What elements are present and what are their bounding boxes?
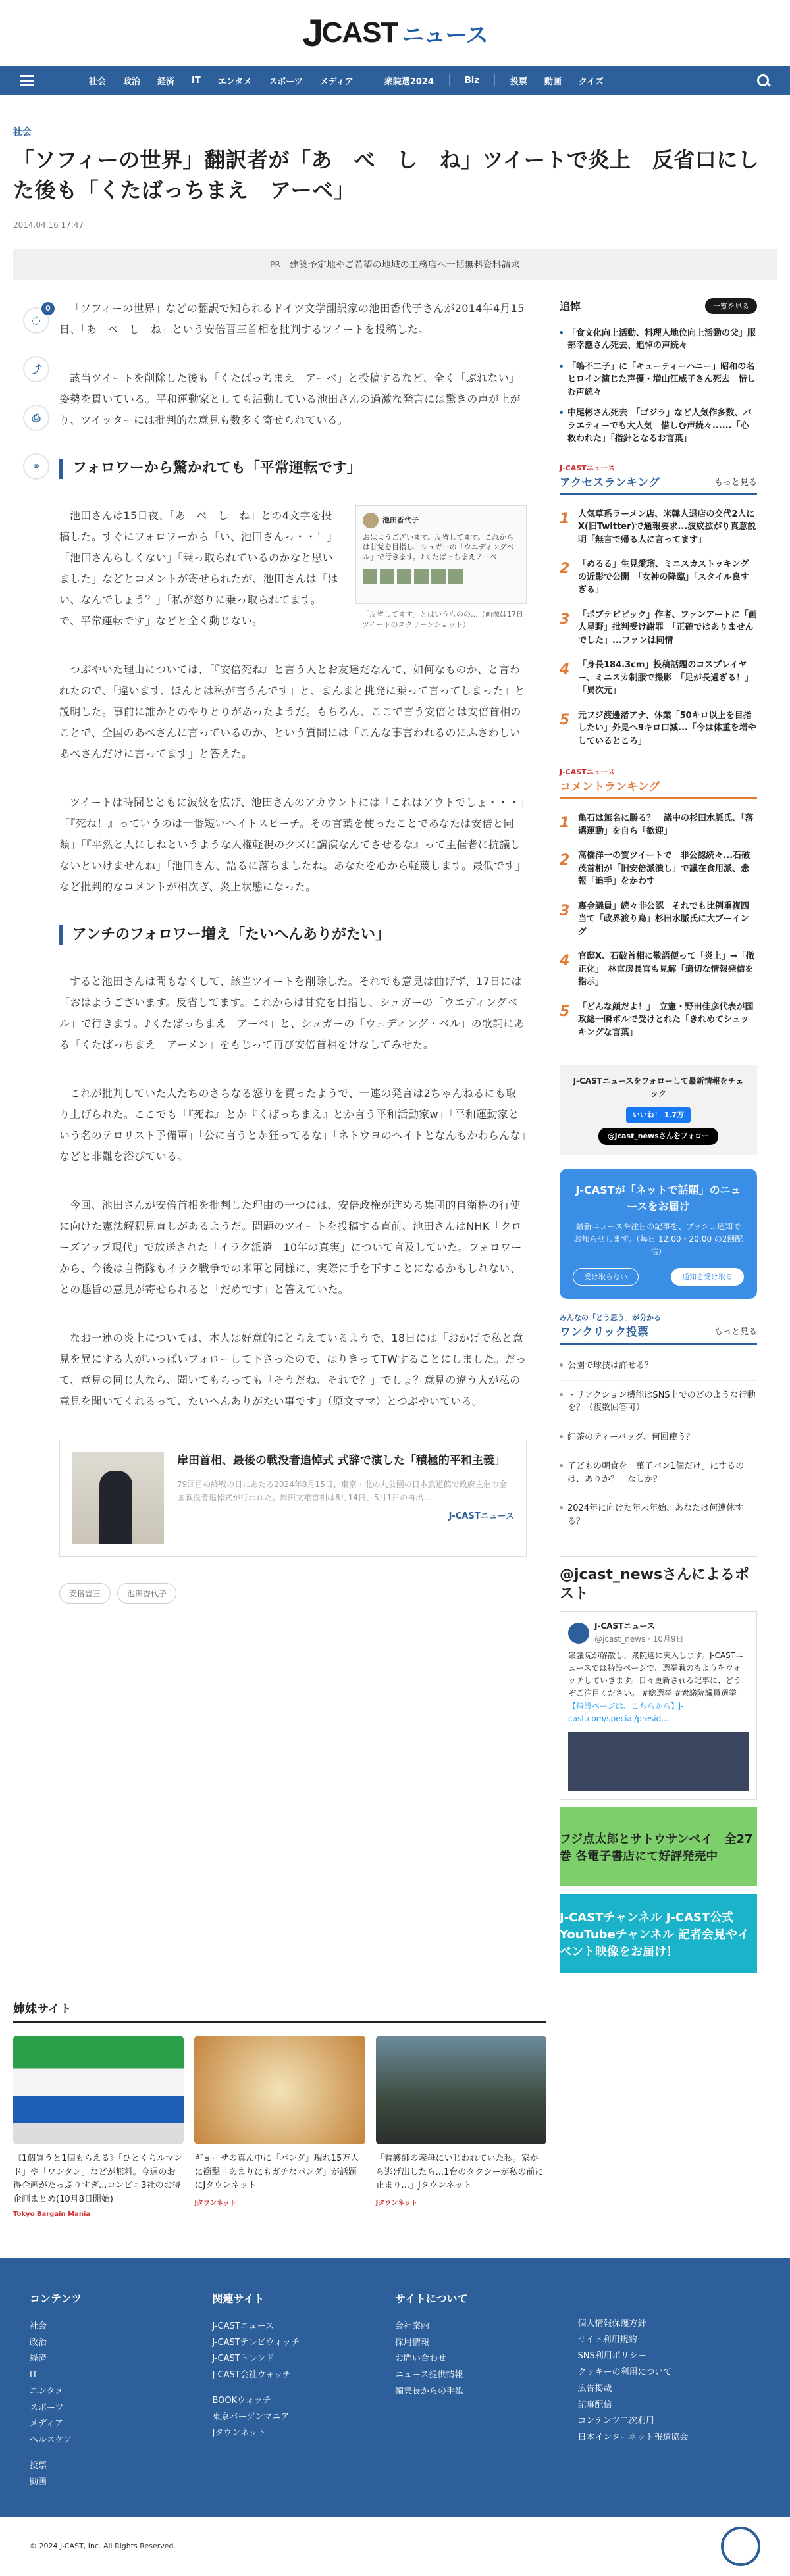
poll-item[interactable]: 公園で球技は許せる？ (560, 1351, 757, 1381)
follow-box: J-CASTニュースをフォローして最新情報をチェック いいね！ 1.7万 @jcast_newsさんをフォロー (560, 1065, 757, 1155)
sister-card[interactable]: 《1個買うと1個もらえる》「ひとくちルマンド」や「ワンタン」などが無料。今週のお得企画がたっぷりすぎ...コンビニ3社のお得企画まとめ(10月8日開始) Tokyo Bargain Mania (13, 2036, 184, 2218)
card-image (13, 2036, 184, 2144)
nav-item[interactable]: スポーツ (269, 76, 303, 87)
footer-link[interactable]: 投票 (30, 2460, 47, 2471)
article-title: 「ソフィーの世界」翻訳者が「あ べ し ね」ツイートで炎上 反省口にした後も「くたばっちまえ アーベ」 (13, 147, 760, 203)
site-footer: コンテンツ 社会 政治 経済 IT エンタメ スポーツ メディア ヘルスケア 投票 動画 関連サイト J-CASTニュース J-CASTテレビウォッチ J-CASTトレンド J-CAST会社ウォッチ BOOKウォッチ 東京バーゲンマニア Jタウンネット サイトについて 会社案内 採用情報 お問い合わせ ニュース提供情報 編集長からの手紙 個人情報保護方針 サイト利用規約 SNS利用ポリシー クッキーの利用について 広告掲載 記事配信 コンテンツ二次利用 日本インターネット報道協会 (0, 2258, 790, 2517)
decline-push-button[interactable]: 受け取らない (573, 1268, 639, 1286)
paragraph: なお一連の炎上については、本人は好意的にとらえているようで、18日には「おかげで私と意見を異にする人がいっぱいフォローして下さったので、はりきってTWすることにしました。だって、意見の同じ人なら、聞いてもらっても「そうだね、それで？」でしょ？意見の違う人が私の意見を聞いてくれるって、たいへんありがたい事です」（原文ママ）とつぶやいている。 (59, 1332, 527, 1408)
facebook-like-button[interactable]: いいね！ 1.7万 (626, 1107, 691, 1123)
nav-item[interactable]: メディア (319, 76, 354, 87)
sister-card[interactable]: 「看護師の義母にいじわれていた私。家から逃げ出したら...1台のタクシーが私の前に止まり...」Jタウンネット Jタウンネット (376, 2036, 546, 2218)
more-button[interactable]: 一覧を見る (705, 298, 757, 314)
comment-ranking-title: コメントランキング (560, 780, 660, 794)
comment-count: 0 (41, 302, 55, 315)
youtube-banner[interactable]: J-CASTチャンネル J-CAST公式YouTubeチャンネル 記者会見やイベント映像をお届け！ (560, 1894, 757, 1973)
site-header (0, 0, 790, 66)
card-image (194, 2036, 365, 2144)
poll-item[interactable]: 子どもの朝食を「菓子パン1個だけ」にするのは、ありか？ なしか？ (560, 1452, 757, 1494)
footer-link[interactable]: J-CAST会社ウォッチ (212, 2370, 292, 2381)
poll-title: ワンクリック投票 (560, 1326, 648, 1340)
card-image (376, 2036, 546, 2144)
footer-link[interactable]: 動画 (30, 2477, 47, 2487)
nav-item[interactable]: IT (192, 75, 201, 86)
poll-item[interactable]: 紅茶のティーバッグ、何回使う？ (560, 1423, 757, 1453)
paragraph: すると池田さんは間もなくして、該当ツイートを削除した。それでも意見は曲げず、17日には「おはようございます。反省してます。これからは甘党を目指し、シュガーの「ウエディングベル」で行きます。♪くたばっちまえ アーベ」と、シュガーの「ウェディング・ベル」の歌詞にある「くたばっちまえ アーメン」をもじって再び安倍首相をけなしてみせた。 (59, 975, 525, 1051)
image-caption: 「反省してます」とはいうものの…（画像は17日ツイートのスクリーンショット） (362, 609, 523, 630)
manga-banner[interactable]: フジ点太郎とサトウサンペイ 全27巻 各電子書店にて好評発売中 (560, 1807, 757, 1886)
footer-link[interactable]: 採用情報 (395, 2337, 430, 2348)
footer-link[interactable]: 東京バーゲンマニア (212, 2412, 290, 2422)
tag[interactable]: 池田香代子 (117, 1583, 176, 1604)
copyright-bar: © 2024 J-CAST, Inc. All Rights Reserved. (0, 2517, 790, 2576)
footer-link[interactable]: コンテンツ二次利用 (577, 2416, 654, 2427)
footer-link[interactable]: IT (30, 2370, 38, 2381)
paragraph: 今回、池田さんが安倍首相を批判した理由の一つには、安倍政権が進める集団的自衛権の行使に向けた憲法解釈見直しがあるようだ。問題のツイートを投稿する直前、池田さんはNHK「クローズアップ現代」で放送された「イラク派遣 10年の真実」について言及していた。フォロワーから、今後は自衛隊もイラク戦争での米軍と同様に、実際に手を下すことになるかもしれない、との趣旨の意見が寄せられると「だめです」と答えていた。 (59, 1199, 522, 1296)
x-follow-button[interactable]: @jcast_newsさんをフォロー (598, 1128, 718, 1145)
sidebar: 追悼 一覧を見る 「食文化向上活動、料理人地位向上活動の父」服部幸應さん死去、追悼の声続々 「嶋不二子」に「キューティーハニー」昭和の名ヒロイン演じた声優・増山江威子さん死去 惜しむ声続々 中尾彬さん死去 「ゴジラ」など人気作多数、バラエティーでも大人気 惜しむ声続々......「心救われた」「指針となるお言葉」 J-CASTニュース アクセスランキング もっと見る 1 人気草系ラーメン店、米韓人退店の交代2人にX(旧Twitter)で通報要求...波紋拡がり真意説明「無言で帰る人に言ってます」 2 「めるる」生見愛瑠、ミニスカストッキングの近影で公開 「女神の降臨」「スタイル良すぎる」 3 「ポブテピピック」作者、ファンアートに「画人星野」批判受け謝罪 「正確ではありませんでした」...ファンは同情 4 「身長184.3cm」投稿話題のコスプレイヤー、ミニスカ制服で撮影 「足が長過ぎる！」「異次元」 5 元フジ渡邊渚アナ、休業「50キロ以上を目指したい」外見へ9キロ口減...「今は体重を増やしているところ」 J-CASTニュース コメントランキング 1 亀石は無名に勝る？ 議中の杉田水脈氏、「落選運動」を自ら「歓迎」 2 高橋洋一の質ツイートで 非公認続々...石破茂首相が「旧安倍派潰し」で議在食用派、悲報「追手」をかわす 3 裏金議員」続々非公認 それでも比例重複四当て「政界渡り鳥」杉田水脈氏に大ブーイング 4 官邸X、石破首相に敬語便って「炎上」→「撤正化」 林官房長官も見解「適切な情報発信を指示」 5 「どんな顔だよ！」 立憲・野田佳彦代表が国政総一瞬ボルで受けとれた「きれめてシュッキングな言葉」 J-CASTニュースをフォローして最新情報をチェック いいね！ 1.7万 @jcast_newsさんをフォロー J-CASTが「ネットで話題」のニュースをお届け 最新ニュースや注目の記事を、プッシュ通知でお知らせします。（毎日 12:00・20:00 の2回配信） 受け取らない 通知を受け取る みんなの「どう思う」が分かる ワンクリック投票 もっと見る 公園で球技は許せる？ ・リアクション機能はSNS上でのどのような行動を？（複数回答可） 紅茶のティーバッグ、何回使う？ 子どもの朝食を「菓子パン1個だけ」にするのは、ありか？ なしか？ 2024年に向けた年末年始、あなたは何連休する？ @jcast_newsさんによるポスト J-CASTニュース @jcast_news · 10月9日 衆議院が解散し、衆院選に突入します。J-CASTニュースでは特設ページで、選挙戦のもようをウォッチしていきます。日々更新される記事に、どうぞご注目ください。 #総選挙 #衆議院議員選挙 【特設ページは、こちらから】j-cast.com/special/presid... フジ点太郎とサトウサンペイ 全27巻 各電子書店にて好評発売中 J-CASTチャンネル J-CAST公式YouTubeチャンネル 記者会見やイベント映像をお届け！ (560, 298, 757, 1973)
related-article-desc: 79回目の終戦の日にあたる2024年8月15日、東京・北の丸公園の日本武道館で政府主催の全国戦没者追悼式が行われた。岸田文雄首相は8月14日、5月1日の再出… (177, 1479, 507, 1503)
paragraph: これが批判していた人たちのさらなる怒りを買ったようで、一連の発言は2ちゃんねるにも取り上げられた。ここでも「『死ね』とか『くばっちまえ』とか言う平和活動家w」「平和運動家という名のテロリスト予備軍」「公に言うとか狂ってるな」「ネトウヨのヘイトとなんもかわらんな」などと非難を浴びている。 (59, 1087, 527, 1163)
section-heading: アンチのフォロワー増え「たいへんありがたい」 (59, 925, 527, 946)
tag[interactable]: 安倍晋三 (59, 1583, 111, 1604)
pr-banner[interactable]: PR 建築予定地やご希望の地域の工務店へ一括無料資料請求 (13, 249, 777, 280)
access-ranking-title: アクセスランキング (560, 476, 660, 490)
footer-link[interactable]: クッキーの利用について (577, 2367, 672, 2378)
footer-link[interactable]: 経済 (30, 2354, 47, 2364)
accept-push-button[interactable]: 通知を受け取る (671, 1268, 744, 1286)
footer-link[interactable]: お問い合わせ (395, 2354, 447, 2364)
print-icon[interactable]: ⎙ (23, 405, 49, 431)
article-category[interactable]: 社会 (13, 127, 32, 138)
footer-link[interactable]: BOOKウォッチ (212, 2395, 271, 2406)
nav-item[interactable]: 政治 (123, 76, 141, 87)
share-bar (13, 298, 59, 1973)
ranking-item[interactable]: 5 「どんな顔だよ！」 立憲・野田佳彦代表が国政総一瞬ボルで受けとれた「きれめてシュッキングな言葉」 (560, 1001, 754, 1038)
footer-link[interactable]: ニュース提供情報 (395, 2370, 463, 2381)
ranking-item[interactable]: 1 人気草系ラーメン店、米韓人退店の交代2人にX(旧Twitter)で通報要求...波紋拡がり真意説明「無言で帰る人に言ってます」 (560, 509, 756, 545)
share-icon[interactable]: ⤴ (23, 356, 49, 382)
footer-link[interactable]: メディア (30, 2419, 63, 2429)
footer-link[interactable]: J-CASTニュース (212, 2321, 275, 2332)
ranking-item[interactable]: 1 亀石は無名に勝る？ 議中の杉田水脈氏、「落選運動」を自ら「歓迎」 (560, 813, 754, 836)
footer-link[interactable]: サイト利用規約 (577, 2335, 637, 2345)
footer-link[interactable]: ヘルスケア (30, 2435, 72, 2445)
nav-item[interactable]: 動画 (544, 76, 562, 87)
nav-item[interactable]: 投票 (510, 76, 527, 87)
related-article-card[interactable] (59, 1440, 527, 1557)
ranking-item[interactable]: 2 高橋洋一の質ツイートで 非公認続々...石破茂首相が「旧安倍派潰し」で議在食用派、悲報「追手」をかわす (560, 851, 750, 887)
nav-item[interactable]: 社会 (89, 76, 107, 87)
press-association-logo[interactable] (721, 2527, 760, 2566)
list-item[interactable]: 中尾彬さん死去 「ゴジラ」など人気作多数、バラエティーでも大人気 惜しむ声続々......「心救われた」「指針となるお言葉」 (560, 403, 757, 449)
footer-link[interactable]: スポーツ (30, 2402, 64, 2413)
article-body (59, 298, 527, 1973)
footer-link[interactable]: 記事配信 (577, 2400, 612, 2410)
ranking-item[interactable]: 5 元フジ渡邊渚アナ、休業「50キロ以上を目指したい」外見へ9キロ口減...「今は体重を増やしているところ」 (560, 710, 756, 746)
tag-list (59, 1583, 527, 1604)
sister-card[interactable]: ギョーザの真ん中に「パンダ」現れ15万人に衝撃「あまりにもガチなパンダ」が話題にJタウンネット Jタウンネット (194, 2036, 365, 2218)
x-post[interactable]: J-CASTニュース @jcast_news · 10月9日 衆議院が解散し、衆院選に突入します。J-CASTニュースでは特設ページで、選挙戦のもようをウォッチしていきます。日々更新される記事に、どうぞご注目ください。 #総選挙 #衆議院議員選挙 【特設ページは、こちらから】j-cast.com/special/presid... (560, 1611, 757, 1800)
avatar (568, 1623, 589, 1644)
sidebar-section-title: 追悼 (560, 300, 581, 313)
ranking-item[interactable]: 4 官邸X、石破首相に敬語便って「炎上」→「撤正化」 林官房長官も見解「適切な情報発信を指示」 (560, 951, 754, 988)
footer-link[interactable]: Jタウンネット (212, 2428, 266, 2438)
footer-link[interactable]: 政治 (30, 2337, 47, 2348)
ranking-item[interactable]: 2 「めるる」生見愛瑠、ミニスカストッキングの近影で公開 「女神の降臨」「スタイル良すぎる」 (560, 559, 749, 595)
comment-icon[interactable]: ◌ 0 (23, 307, 49, 334)
paragraph: 該当ツイートを削除した後も「くたばっちまえ アーベ」と投稿するなど、全く「ぶれない」姿勢を貫いている。平和運動家としても活動している池田さんの過激な発言には驚きの声が上がり、ツイッターには批判的な意見も数多く寄せられている。 (59, 371, 521, 426)
push-notification-box: J-CASTが「ネットで話題」のニュースをお届け 最新ニュースや注目の記事を、プッシュ通知でお知らせします。（毎日 12:00・20:00 の2回配信） 受け取らない 通知を受け取る (560, 1169, 757, 1299)
ranking-item[interactable]: 4 「身長184.3cm」投稿話題のコスプレイヤー、ミニスカ制服で撮影 「足が長過ぎる！」「異次元」 (560, 660, 753, 696)
footer-link[interactable]: SNS利用ポリシー (577, 2351, 646, 2361)
poll-item[interactable]: 2024年に向けた年末年始、あなたは何連休する？ (560, 1494, 757, 1536)
related-article-source: J-CASTニュース (448, 1511, 514, 1521)
related-article-title: 岸田首相、最後の戦没者追悼式 式辞で演した「積極的平和主義」 (177, 1454, 506, 1468)
avatar (363, 513, 379, 528)
section-heading: フォロワーから驚かれても「平常運転です」 (59, 459, 527, 479)
paragraph: 池田さんは15日夜、「あ べ し ね」との4文字を投稿した。すぐにフォロワーから「い、池田さんっ・・！」「池田さんらしくない」「乗っ取られているのかなと思いました」などとコメントが寄せられたが、池田さんは「はい、なんでしょう？」「私が怒りに乗っ取られてます。で、平常運転です」などと全く動じない。 (59, 509, 338, 627)
nav-item[interactable]: Biz (464, 75, 479, 86)
site-logo[interactable]: J CAST ニュース (302, 11, 488, 55)
footer-link[interactable]: 広告掲載 (577, 2383, 612, 2394)
poll-item[interactable]: ・リアクション機能はSNS上でのどのような行動を？（複数回答可） (560, 1381, 757, 1423)
paragraph: つぶやいた理由については、「『安倍死ね』と言う人とお友達だなんて、如何なものか、と言われたので、「違います、ほんとは私が言うんです」と、まんまと挑発に乗って言ってしまった」と説明した。事前に誰かとのやりとりがあったようだ。もちろん、ここで言う安倍とは安倍首相のことで、全国のあべさんに言っているのか、という質問には「こんな事言われるのにふさわしいあべさんだけに言ってます」と答えた。 (59, 663, 525, 760)
more-button[interactable]: もっと見る (714, 477, 757, 488)
footer-link[interactable]: 個人情報保護方針 (577, 2319, 646, 2329)
link-icon[interactable]: ⚭ (23, 453, 49, 480)
paragraph: ツイートは時間とともに波紋を広げ、池田さんのアカウントには「これはアウトでしょ・・・」「『死ね！』っていうのは一番短いヘイトスピーチ。その言葉を使ったことであなたは安倍と同類」「『平然と人にしねというような人権軽視のクズに講演なんてさせるな』って主催者に抗議しないといけませんね」「池田さん、語るに落ちましたね。あなたを心から軽蔑します。最低です」など批判的なコメントが相次ぎ、炎上状態になった。 (59, 796, 526, 893)
footer-link[interactable]: J-CASTトレンド (212, 2354, 275, 2364)
article-date: 2014.04.16 17:47 (13, 220, 84, 230)
footer-link[interactable]: 社会 (30, 2321, 47, 2332)
footer-link[interactable]: エンタメ (30, 2386, 64, 2396)
paragraph: 「ソフィーの世界」などの翻訳で知られるドイツ文学翻訳家の池田香代子さんが2014年4月15日、「あ べ し ね」という安倍晋三首相を批判するツイートを投稿した。 (59, 301, 525, 336)
footer-link[interactable]: 編集長からの手紙 (395, 2386, 464, 2396)
list-item[interactable]: 「嶋不二子」に「キューティーハニー」昭和の名ヒロイン演じた声優・増山江威子さん死去 惜しむ声続々 (560, 357, 757, 403)
nav-item[interactable]: エンタメ (217, 76, 252, 87)
tweet-screenshot: 池田香代子 おはようございます。反省してます。これからは甘党を目指し、シュガーの「ウエディングベル」で行きます。♪くたばっちまえアーベ 「反省してます」とはいうものの…（画像は17日ツイートのスクリーンショット） (356, 505, 527, 632)
x-timeline: @jcast_newsさんによるポスト J-CASTニュース @jcast_news · 10月9日 衆議院が解散し、衆院選に突入します。J-CASTニュースでは特設ページで、選挙戦のもようをウォッチしていきます。日々更新される記事に、どうぞご注目ください。 #総選挙 #衆議院議員選挙 【特設ページは、こちらから】j-cast.com/special/presid... (560, 1556, 757, 1800)
ranking-item[interactable]: 3 裏金議員」続々非公認 それでも比例重複四当て「政界渡り鳥」杉田水脈氏に大ブーイング (560, 901, 750, 937)
related-article-photo (72, 1452, 164, 1544)
sister-sites: 姉妹サイト 《1個買うと1個もらえる》「ひとくちルマンド」や「ワンタン」などが無料。今週のお得企画がたっぷりすぎ...コンビニ3社のお得企画まとめ(10月8日開始) Tokyo Bargain Mania ギョーザの真ん中に「パンダ」現れ15万人に衝撃「あまりにもガチなパンダ」が話題にJタウンネット Jタウンネット 「看護師の義母にいじわれていた私。家から逃げ出したら...1台のタクシーが私の前に止まり...」Jタウンネット Jタウンネット (13, 2000, 546, 2218)
footer-link[interactable]: 日本インターネット報道協会 (577, 2432, 689, 2442)
menu-icon[interactable] (20, 75, 34, 86)
nav-item[interactable]: 経済 (157, 76, 175, 87)
nav-item-election[interactable]: 衆院選2024 (384, 76, 434, 87)
nav-item[interactable]: クイズ (578, 76, 604, 87)
global-nav (0, 66, 790, 95)
more-button[interactable]: もっと見る (714, 1327, 757, 1338)
post-image (568, 1732, 749, 1791)
list-item[interactable]: 「食文化向上活動、料理人地位向上活動の父」服部幸應さん死去、追悼の声続々 (560, 323, 757, 357)
footer-link[interactable]: J-CASTテレビウォッチ (212, 2337, 300, 2348)
ranking-item[interactable]: 3 「ポブテピピック」作者、ファンアートに「画人星野」批判受け謝罪 「正確ではありませんでした」...ファンは同情 (560, 609, 757, 645)
search-icon[interactable] (756, 73, 770, 88)
footer-link[interactable]: 会社案内 (395, 2321, 430, 2332)
